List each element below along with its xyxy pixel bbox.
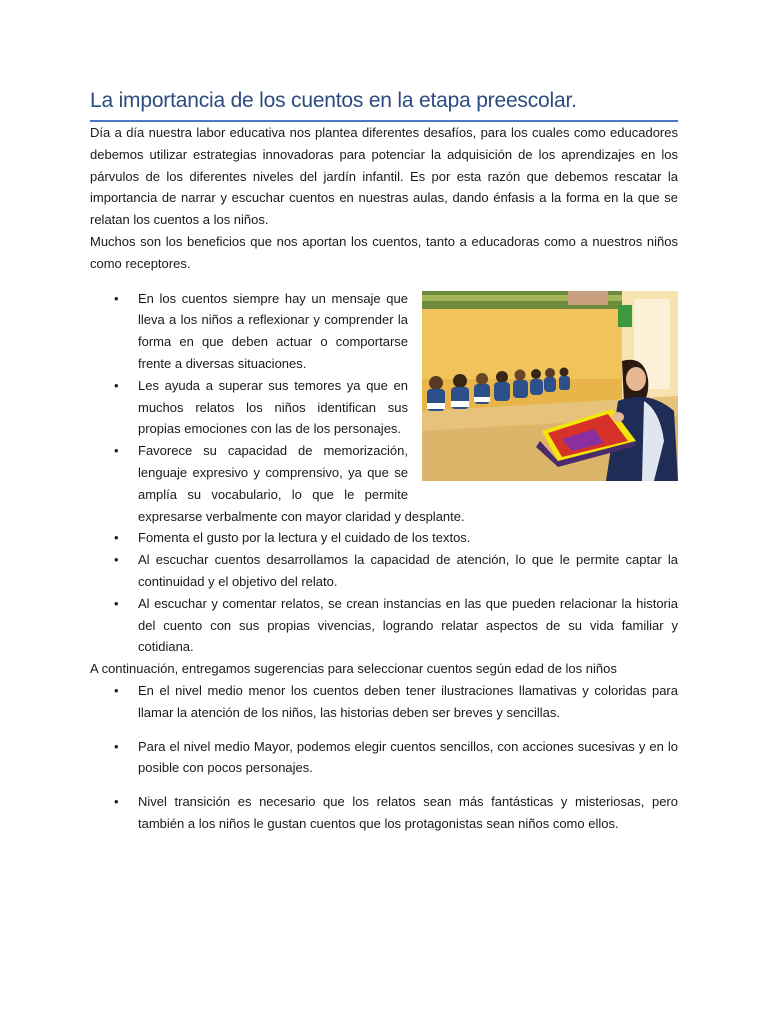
list-item-text: Al escuchar cuentos desarrollamos la capacidad de atención, lo que le permite captar la continuidad y el objetivo del relato. (138, 552, 678, 589)
benefits-list (90, 288, 678, 659)
list-item-text: En el nivel medio menor los cuentos deben tener ilustraciones llamativas y coloridas para llamar la atención de los niños, las historias deben ser breves y sencillas. (138, 682, 678, 720)
list-item (90, 791, 678, 835)
list-item (90, 593, 678, 658)
bullet-icon: • (114, 530, 119, 546)
list-item (90, 736, 678, 780)
list-item-text: Favorece su capacidad de memorización, lenguaje expresivo y comprensivo, ya que se amplía su vocabulario, lo que le permite expresarse verbalmente con mayor claridad y desplante. (138, 443, 465, 524)
bullet-icon: • (114, 443, 119, 459)
bullet-icon: • (114, 595, 119, 611)
bullet-icon: • (114, 738, 119, 754)
list-item-text: Les ayuda a superar sus temores ya que en muchos relatos los niños identifican sus propias emociones con las de los personajes. (138, 377, 408, 437)
document-title: La importancia de los cuentos en la etapa preescolar. (90, 89, 577, 112)
bullet-icon: • (114, 377, 119, 393)
bullet-icon: • (114, 794, 119, 810)
suggestions-intro-paragraph: A continuación, entregamos sugerencias para seleccionar cuentos según edad de los niños (90, 661, 617, 677)
list-item-text: Nivel transición es necesario que los relatos sean más fantásticas y misteriosas, pero también a los niños le gustan cuentos que los protagonistas sean niños como ellos. (138, 794, 678, 831)
list-item (90, 680, 678, 724)
list-item-text: Fomenta el gusto por la lectura y el cuidado de los textos. (138, 530, 471, 546)
list-item (90, 375, 678, 440)
bullet-icon: • (114, 552, 119, 568)
suggestions-list (90, 680, 678, 835)
list-item (90, 288, 678, 375)
list-item-text: Al escuchar y comentar relatos, se crean instancias en las que pueden relacionar la historia del cuento con sus propias vivencias, logrando relatar aspectos de su vida familiar y cotidiana. (138, 595, 678, 655)
list-item-text: En los cuentos siempre hay un mensaje que lleva a los niños a reflexionar y comprender la forma en que deben actuar o comportarse frente a diversas situaciones. (138, 290, 408, 371)
list-item (90, 440, 678, 527)
document-page (90, 88, 678, 847)
list-item (90, 527, 678, 549)
intro-paragraph: Día a día nuestra labor educativa nos plantea diferentes desafíos, para los cuales como educadores debemos utilizar estrategias innovadoras para potenciar la adquisición de los aprendizajes en los párvulos de los diferentes niveles del jardín infantil. Es por esta razón que debemos rescatar la importancia de narrar y escuchar cuentos en nuestras aulas, dando énfasis a la forma en la que se relatan los cuentos a los niños. (90, 125, 678, 228)
list-item (90, 549, 678, 593)
bullet-icon: • (114, 290, 119, 306)
bullet-icon: • (114, 682, 119, 698)
list-item-text: Para el nivel medio Mayor, podemos elegir cuentos sencillos, con acciones sucesivas y en lo posible con pocos personajes. (138, 738, 678, 776)
benefits-intro-paragraph: Muchos son los beneficios que nos aportan los cuentos, tanto a educadoras como a nuestros niños como receptores. (90, 233, 678, 271)
benefits-section (90, 288, 678, 659)
